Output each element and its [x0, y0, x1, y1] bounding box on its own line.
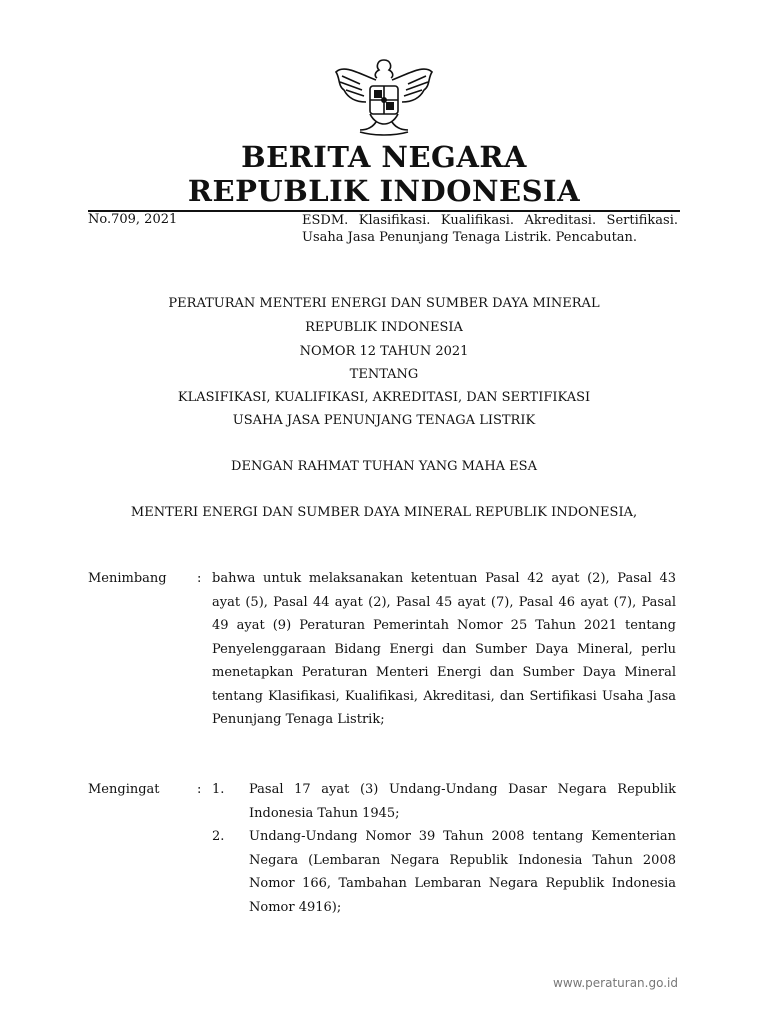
- mengingat-label: Mengingat: [88, 782, 160, 797]
- menimbang-colon: :: [197, 571, 202, 586]
- menimbang-label: Menimbang: [88, 571, 167, 586]
- footer-url: www.peraturan.go.id: [553, 976, 678, 990]
- regulation-about: TENTANG: [349, 367, 419, 382]
- gazette-subtitle: REPUBLIK INDONESIA: [187, 174, 581, 208]
- garuda-emblem-icon: [330, 52, 438, 138]
- gazette-topics: ESDM. Klasifikasi. Kualifikasi. Akreditasi. Sertifikasi. Usaha Jasa Penunjang Tenaga Listrik. Pencabutan.: [302, 213, 678, 245]
- gazette-number: No.709, 2021: [88, 212, 178, 227]
- mengingat-item-text: Pasal 17 ayat (3) Undang-Undang Dasar Negara Republik Indonesia Tahun 1945;: [249, 782, 676, 821]
- regulation-subject-line1: KLASIFIKASI, KUALIFIKASI, AKREDITASI, DAN SERTIFIKASI: [177, 390, 591, 405]
- regulation-subject-line2: USAHA JASA PENUNJANG TENAGA LISTRIK: [232, 413, 536, 428]
- mengingat-colon: :: [197, 782, 202, 797]
- menimbang-text: bahwa untuk melaksanakan ketentuan Pasal 42 ayat (2), Pasal 43 ayat (5), Pasal 44 ayat (2), Pasal 45 ayat (7), Pasal 46 ayat (7), Pasal 49 ayat (9) Peraturan Pemerintah Nomor 25 Tahun 2021 tentang Penyelenggaraan Bidang Energi dan Sumber Daya Mineral, perlu menetapkan Peraturan Menteri Energi dan Sumber Daya Mineral tentang Klasifikasi, Kualifikasi, Akreditasi, dan Sertifikasi Usaha Jasa Penunjang Tenaga Listrik;: [212, 571, 676, 727]
- mengingat-item-number: 1.: [212, 782, 225, 797]
- mengingat-item-text: Undang-Undang Nomor 39 Tahun 2008 tentang Kementerian Negara (Lembaran Negara Republik Indonesia Tahun 2008 Nomor 166, Tambahan Lembaran Negara Republik Indonesia Nomor 4916);: [249, 829, 676, 915]
- gazette-title: BERITA NEGARA: [241, 140, 527, 174]
- regulation-title-line1: PERATURAN MENTERI ENERGI DAN SUMBER DAYA MINERAL: [168, 296, 600, 311]
- regulation-number: NOMOR 12 TAHUN 2021: [299, 344, 469, 359]
- mengingat-item-number: 2.: [212, 829, 225, 844]
- minister-line: MENTERI ENERGI DAN SUMBER DAYA MINERAL REPUBLIK INDONESIA,: [130, 505, 638, 520]
- regulation-title-line2: REPUBLIK INDONESIA: [305, 320, 463, 335]
- blessing-line: DENGAN RAHMAT TUHAN YANG MAHA ESA: [231, 459, 537, 474]
